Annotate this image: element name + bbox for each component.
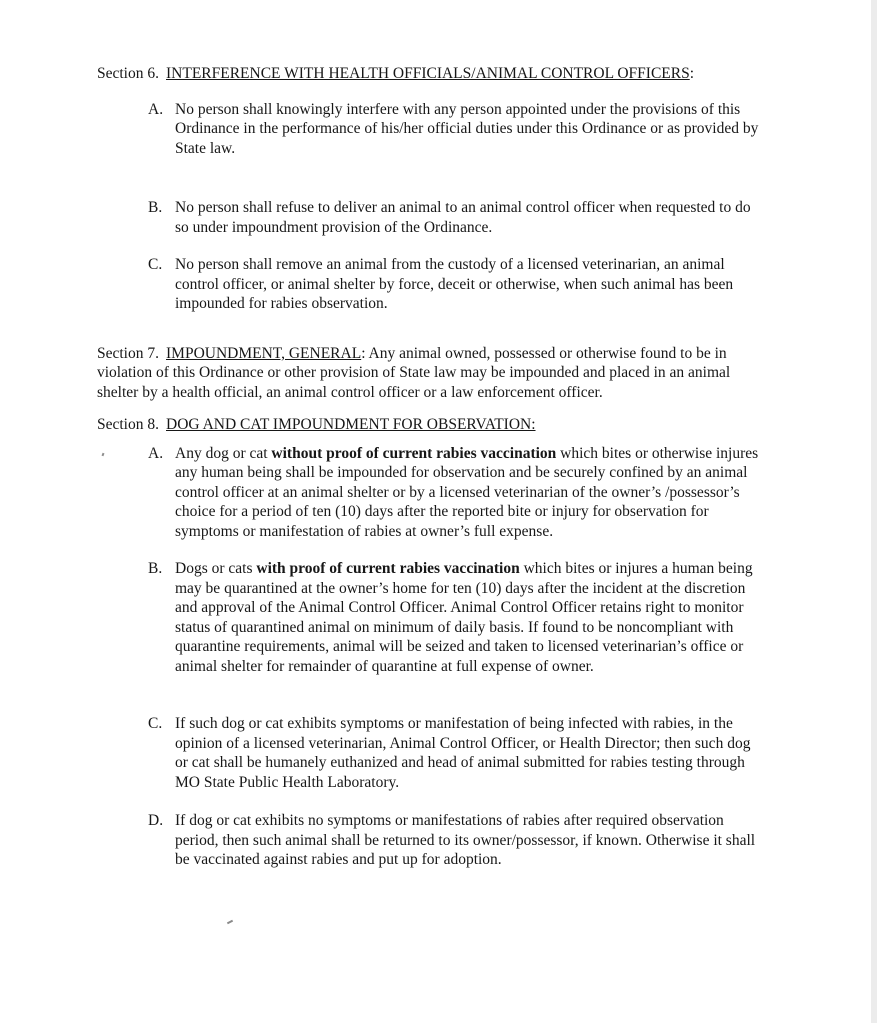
list-item-marker: D.: [148, 812, 164, 829]
list-item: [148, 255, 768, 314]
list-item-marker: C.: [148, 256, 163, 273]
section-title: IMPOUNDMENT, GENERAL: [166, 344, 362, 362]
text-run: which bites or injures a human being may be quarantined at the owner’s home for ten (10) days after the incident at the discretion and approval of the Animal Control Officer. Animal Control Officer retains right to monitor status of quarantined animal on minimum of daily basis. If found to be noncompliant with quarantine requirements, animal will be seized and taken to licensed veterinarian’s office or animal shelter for remainder of quarantine at full expense of owner.: [175, 560, 753, 675]
text-run: No person shall refuse to deliver an animal to an animal control officer when requested to do so under impoundment provision of the Ordinance.: [175, 199, 751, 236]
list-item: [148, 198, 768, 237]
bold-text-run: without proof of current rabies vaccination: [271, 444, 557, 462]
section-7-heading: [97, 344, 773, 403]
text-run: If dog or cat exhibits no symptoms or manifestations of rabies after required observation period, then such animal shall be returned to its owner/possessor, if known. Otherwise it shall be vaccinated against rabies and put up for adoption.: [175, 812, 756, 868]
list-item-marker: A.: [148, 444, 164, 462]
section-label: Section 8.: [97, 416, 159, 433]
list-item-marker: A.: [148, 100, 164, 118]
list-item: [148, 444, 768, 542]
text-run: No person shall knowingly interfere with any person appointed under the provisions of this Ordinance in the performance of his/her official duties under this Ordinance or as provided by State law.: [175, 100, 759, 157]
list-item-marker: B.: [148, 560, 163, 577]
list-item-text: [175, 559, 765, 676]
scan-edge-shadow: [871, 0, 877, 1023]
section-title-suffix: :: [361, 344, 366, 362]
list-item-text: [175, 255, 765, 314]
section-label: Section 6.: [97, 65, 159, 82]
section-8-heading: [97, 415, 773, 435]
section-6-item-list: [148, 100, 768, 314]
section-title-suffix: :: [689, 65, 695, 82]
list-item: [148, 811, 768, 870]
section-title: DOG AND CAT IMPOUNDMENT FOR OBSERVATION:: [166, 416, 536, 433]
text-run: Dogs or cats: [175, 560, 257, 577]
section-title: INTERFERENCE WITH HEALTH OFFICIALS/ANIMAL CONTROL OFFICERS: [166, 65, 690, 82]
list-item-text: [175, 198, 765, 237]
bold-text-run: with proof of current rabies vaccination: [256, 560, 520, 577]
text-run: Any dog or cat: [175, 444, 272, 462]
section-6: [97, 64, 773, 314]
section-label: Section 7.: [97, 344, 159, 362]
text-run: No person shall remove an animal from the custody of a licensed veterinarian, an animal control officer, or animal shelter by force, deceit or otherwise, when such animal has been impounded for rabies observation.: [175, 256, 734, 312]
list-item-text: [175, 100, 765, 159]
list-item: [148, 714, 768, 792]
section-body-text: Any animal owned, possessed or otherwise found to be in violation of this Ordinance or other provision of State law may be impounded and placed in an animal shelter by a health official, an animal control officer or a law enforcement officer.: [97, 344, 731, 401]
list-item: [148, 559, 768, 676]
list-item-text: [175, 714, 765, 792]
list-item-text: [175, 811, 765, 870]
list-item-marker: C.: [148, 715, 163, 732]
section-8-item-list: [148, 444, 768, 870]
section-6-heading: [97, 64, 773, 84]
section-7: [97, 344, 773, 403]
section-8: [97, 415, 773, 870]
scan-artifact-mark: [227, 920, 233, 925]
text-run: If such dog or cat exhibits symptoms or manifestation of being infected with rabies, in the opinion of a licensed veterinarian, Animal Control Officer, or Health Director; then such dog or cat shall be humanely euthanized and head of animal submitted for rabies testing through MO State Public Health Laboratory.: [175, 715, 751, 791]
list-item-text: [175, 444, 765, 542]
list-item-marker: B.: [148, 199, 163, 216]
list-item: [148, 100, 768, 159]
document-content: [97, 64, 773, 870]
text-run: which bites or otherwise injures any human being shall be impounded for observation and be securely confined by an animal control officer at an animal shelter or by a licensed veterinarian of the owner’s /possessor’s choice for a period of ten (10) days after the reported bite or injury for observation for symptoms or manifestation of rabies at owner’s full expense.: [175, 444, 759, 540]
